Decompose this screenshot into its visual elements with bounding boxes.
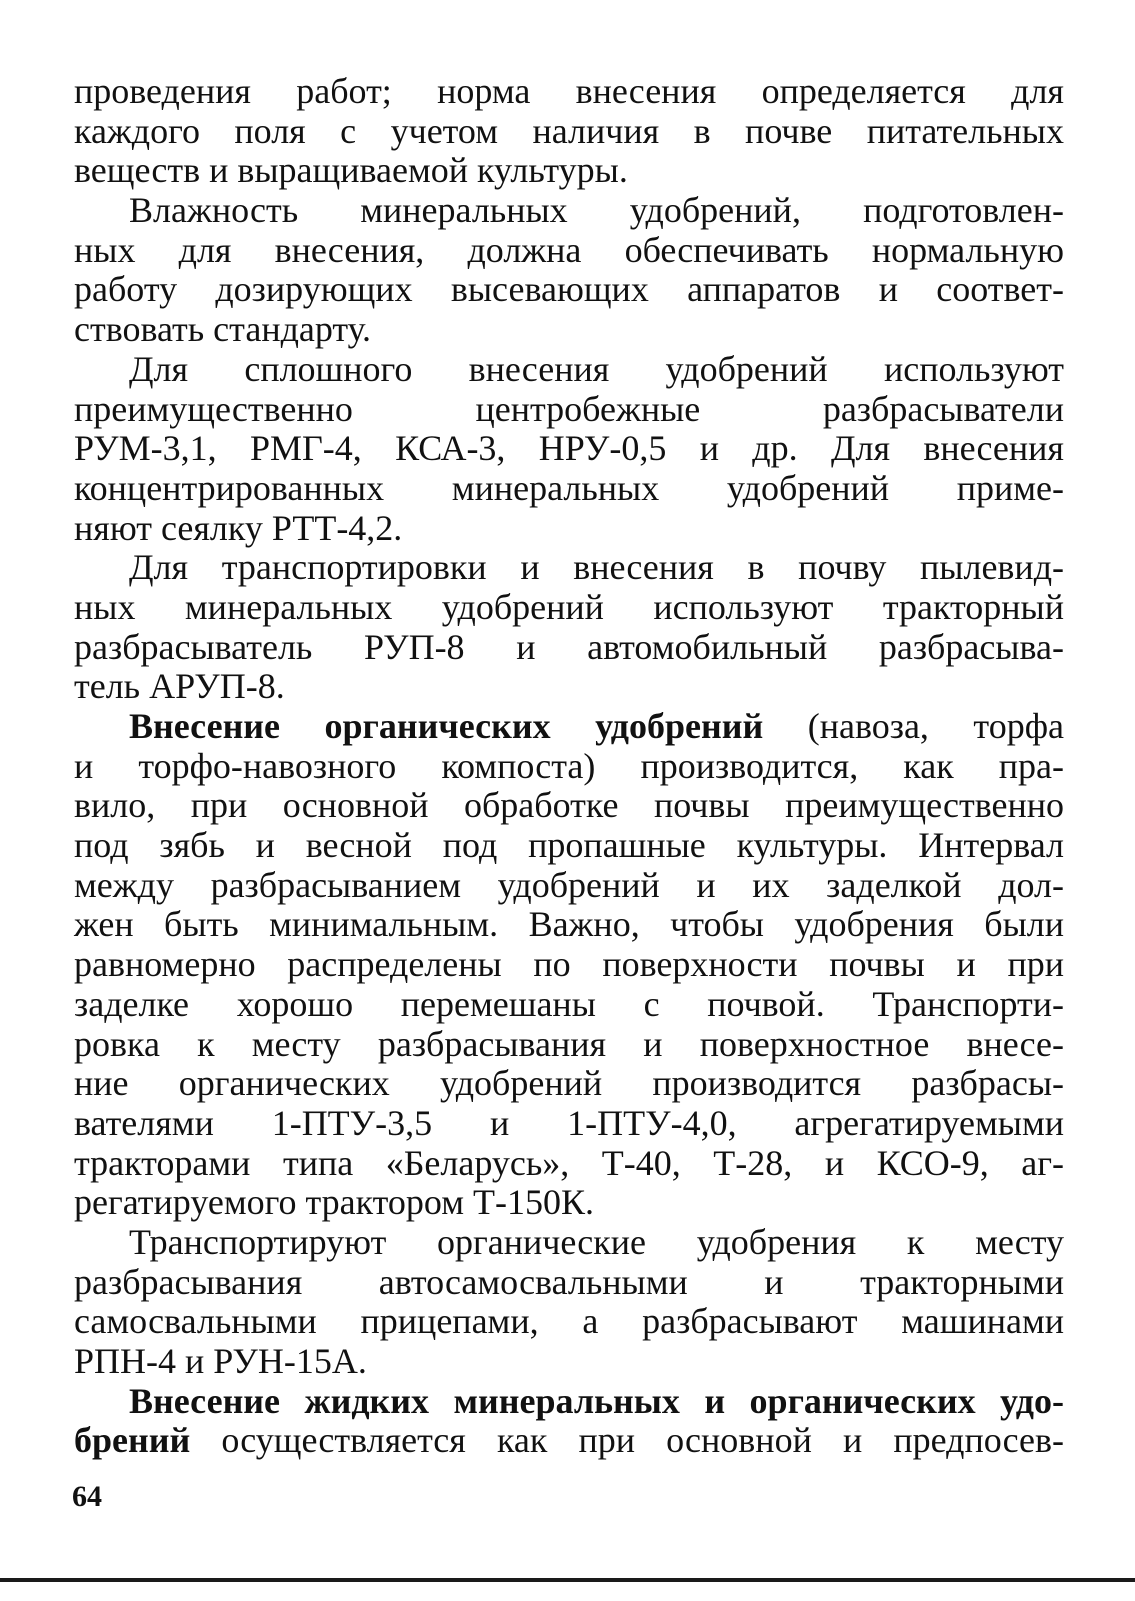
text-line bbox=[74, 509, 1064, 549]
bold-heading-text: Внесение жидких минеральных и органических удо- bbox=[129, 1380, 1064, 1421]
text-line bbox=[74, 1263, 1064, 1303]
line-text: и торфо-навозного компоста) производится, как пра- bbox=[74, 745, 1064, 786]
line-text: проведения работ; норма внесения определяется для bbox=[74, 71, 1064, 111]
text-line bbox=[74, 429, 1064, 469]
text-line bbox=[74, 390, 1064, 430]
line-text: разбрасыватель РУП-8 и автомобильный разбрасыва- bbox=[74, 626, 1064, 667]
line-text: ных для внесения, должна обеспечивать нормальную bbox=[74, 229, 1064, 270]
text-line bbox=[74, 151, 1064, 191]
line-text: между разбрасыванием удобрений и их заделкой дол- bbox=[74, 864, 1064, 905]
line-text: концентрированных минеральных удобрений приме- bbox=[74, 467, 1064, 508]
text-line bbox=[74, 1342, 1064, 1382]
text-line bbox=[74, 1104, 1064, 1144]
line-text: Для сплошного внесения удобрений используют bbox=[129, 348, 1064, 389]
line-text: Влажность минеральных удобрений, подготовлен- bbox=[129, 190, 1064, 231]
line-text: РПН-4 и РУН-15А. bbox=[74, 1341, 367, 1381]
line-text: вателями 1-ПТУ-3,5 и 1-ПТУ-4,0, агрегатируемыми bbox=[74, 1102, 1064, 1143]
text-line bbox=[74, 1064, 1064, 1104]
text-line bbox=[74, 310, 1064, 350]
line-text: няют сеялку РТТ-4,2. bbox=[74, 507, 403, 548]
line-text: тель АРУП-8. bbox=[74, 666, 285, 707]
line-text: преимущественно центробежные разбрасыватели bbox=[74, 388, 1064, 429]
text-line bbox=[74, 866, 1064, 906]
text-line bbox=[74, 985, 1064, 1025]
text-line bbox=[74, 667, 1064, 707]
line-text: ние органических удобрений производится разбрасы- bbox=[74, 1063, 1064, 1104]
line-text: ствовать стандарту. bbox=[74, 309, 372, 350]
line-text: равномерно распределены по поверхности почвы и при bbox=[74, 944, 1064, 985]
text-line bbox=[74, 548, 1064, 588]
line-text: РУМ-3,1, РМГ-4, КСА-3, НРУ-0,5 и др. Для внесения bbox=[74, 428, 1064, 469]
line-text: осуществляется как при основной и предпосев- bbox=[190, 1420, 1064, 1461]
line-text: (навоза, торфа bbox=[763, 706, 1064, 746]
bold-heading-text: брений bbox=[74, 1420, 191, 1461]
scan-bottom-edge bbox=[0, 1578, 1135, 1582]
text-line bbox=[74, 72, 1064, 112]
line-text: самосвальными прицепами, а разбрасывают машинами bbox=[74, 1301, 1064, 1342]
line-text: разбрасывания автосамосвальными и тракторными bbox=[74, 1261, 1064, 1302]
text-line bbox=[74, 905, 1064, 945]
line-text: жен быть минимальным. Важно, чтобы удобрения были bbox=[74, 904, 1064, 945]
text-line bbox=[74, 1302, 1064, 1342]
line-text: ных минеральных удобрений используют тракторный bbox=[74, 586, 1064, 627]
line-text: ровка к месту разбрасывания и поверхностное внесе- bbox=[74, 1023, 1064, 1064]
text-line bbox=[74, 191, 1064, 231]
line-text: вило, при основной обработке почвы преимущественно bbox=[74, 785, 1064, 826]
line-text: веществ и выращиваемой культуры. bbox=[74, 150, 628, 191]
text-line bbox=[74, 628, 1064, 668]
line-text: под зябь и весной под пропашные культуры. Интервал bbox=[74, 825, 1064, 866]
text-line bbox=[74, 1183, 1064, 1223]
page-number: 64 bbox=[72, 1480, 102, 1513]
text-line bbox=[74, 1223, 1064, 1263]
text-line bbox=[74, 112, 1064, 152]
text-line bbox=[74, 588, 1064, 628]
text-line bbox=[74, 1382, 1064, 1422]
line-text: Для транспортировки и внесения в почву пылевид- bbox=[129, 547, 1064, 588]
line-text: каждого поля с учетом наличия в почве питательных bbox=[74, 110, 1064, 151]
text-line bbox=[74, 1421, 1064, 1461]
text-line bbox=[74, 350, 1064, 390]
text-line bbox=[74, 469, 1064, 509]
text-line bbox=[74, 945, 1064, 985]
text-line bbox=[74, 747, 1064, 787]
line-text: работу дозирующих высевающих аппаратов и соответ- bbox=[74, 269, 1064, 310]
text-line bbox=[74, 826, 1064, 866]
text-line bbox=[74, 270, 1064, 310]
line-text: Транспортируют органические удобрения к месту bbox=[129, 1221, 1064, 1262]
line-text: заделке хорошо перемешаны с почвой. Транспорти- bbox=[74, 983, 1064, 1024]
text-line bbox=[74, 707, 1064, 747]
line-text: тракторами типа «Беларусь», Т-40, Т-28, и КСО-9, аг- bbox=[74, 1142, 1064, 1183]
text-line bbox=[74, 1144, 1064, 1184]
body-text bbox=[74, 72, 1064, 1461]
text-line bbox=[74, 1025, 1064, 1065]
bold-heading-text: Внесение органических удобрений bbox=[129, 706, 764, 746]
text-line bbox=[74, 231, 1064, 271]
text-line bbox=[74, 786, 1064, 826]
line-text: регатируемого трактором Т-150К. bbox=[74, 1182, 594, 1223]
